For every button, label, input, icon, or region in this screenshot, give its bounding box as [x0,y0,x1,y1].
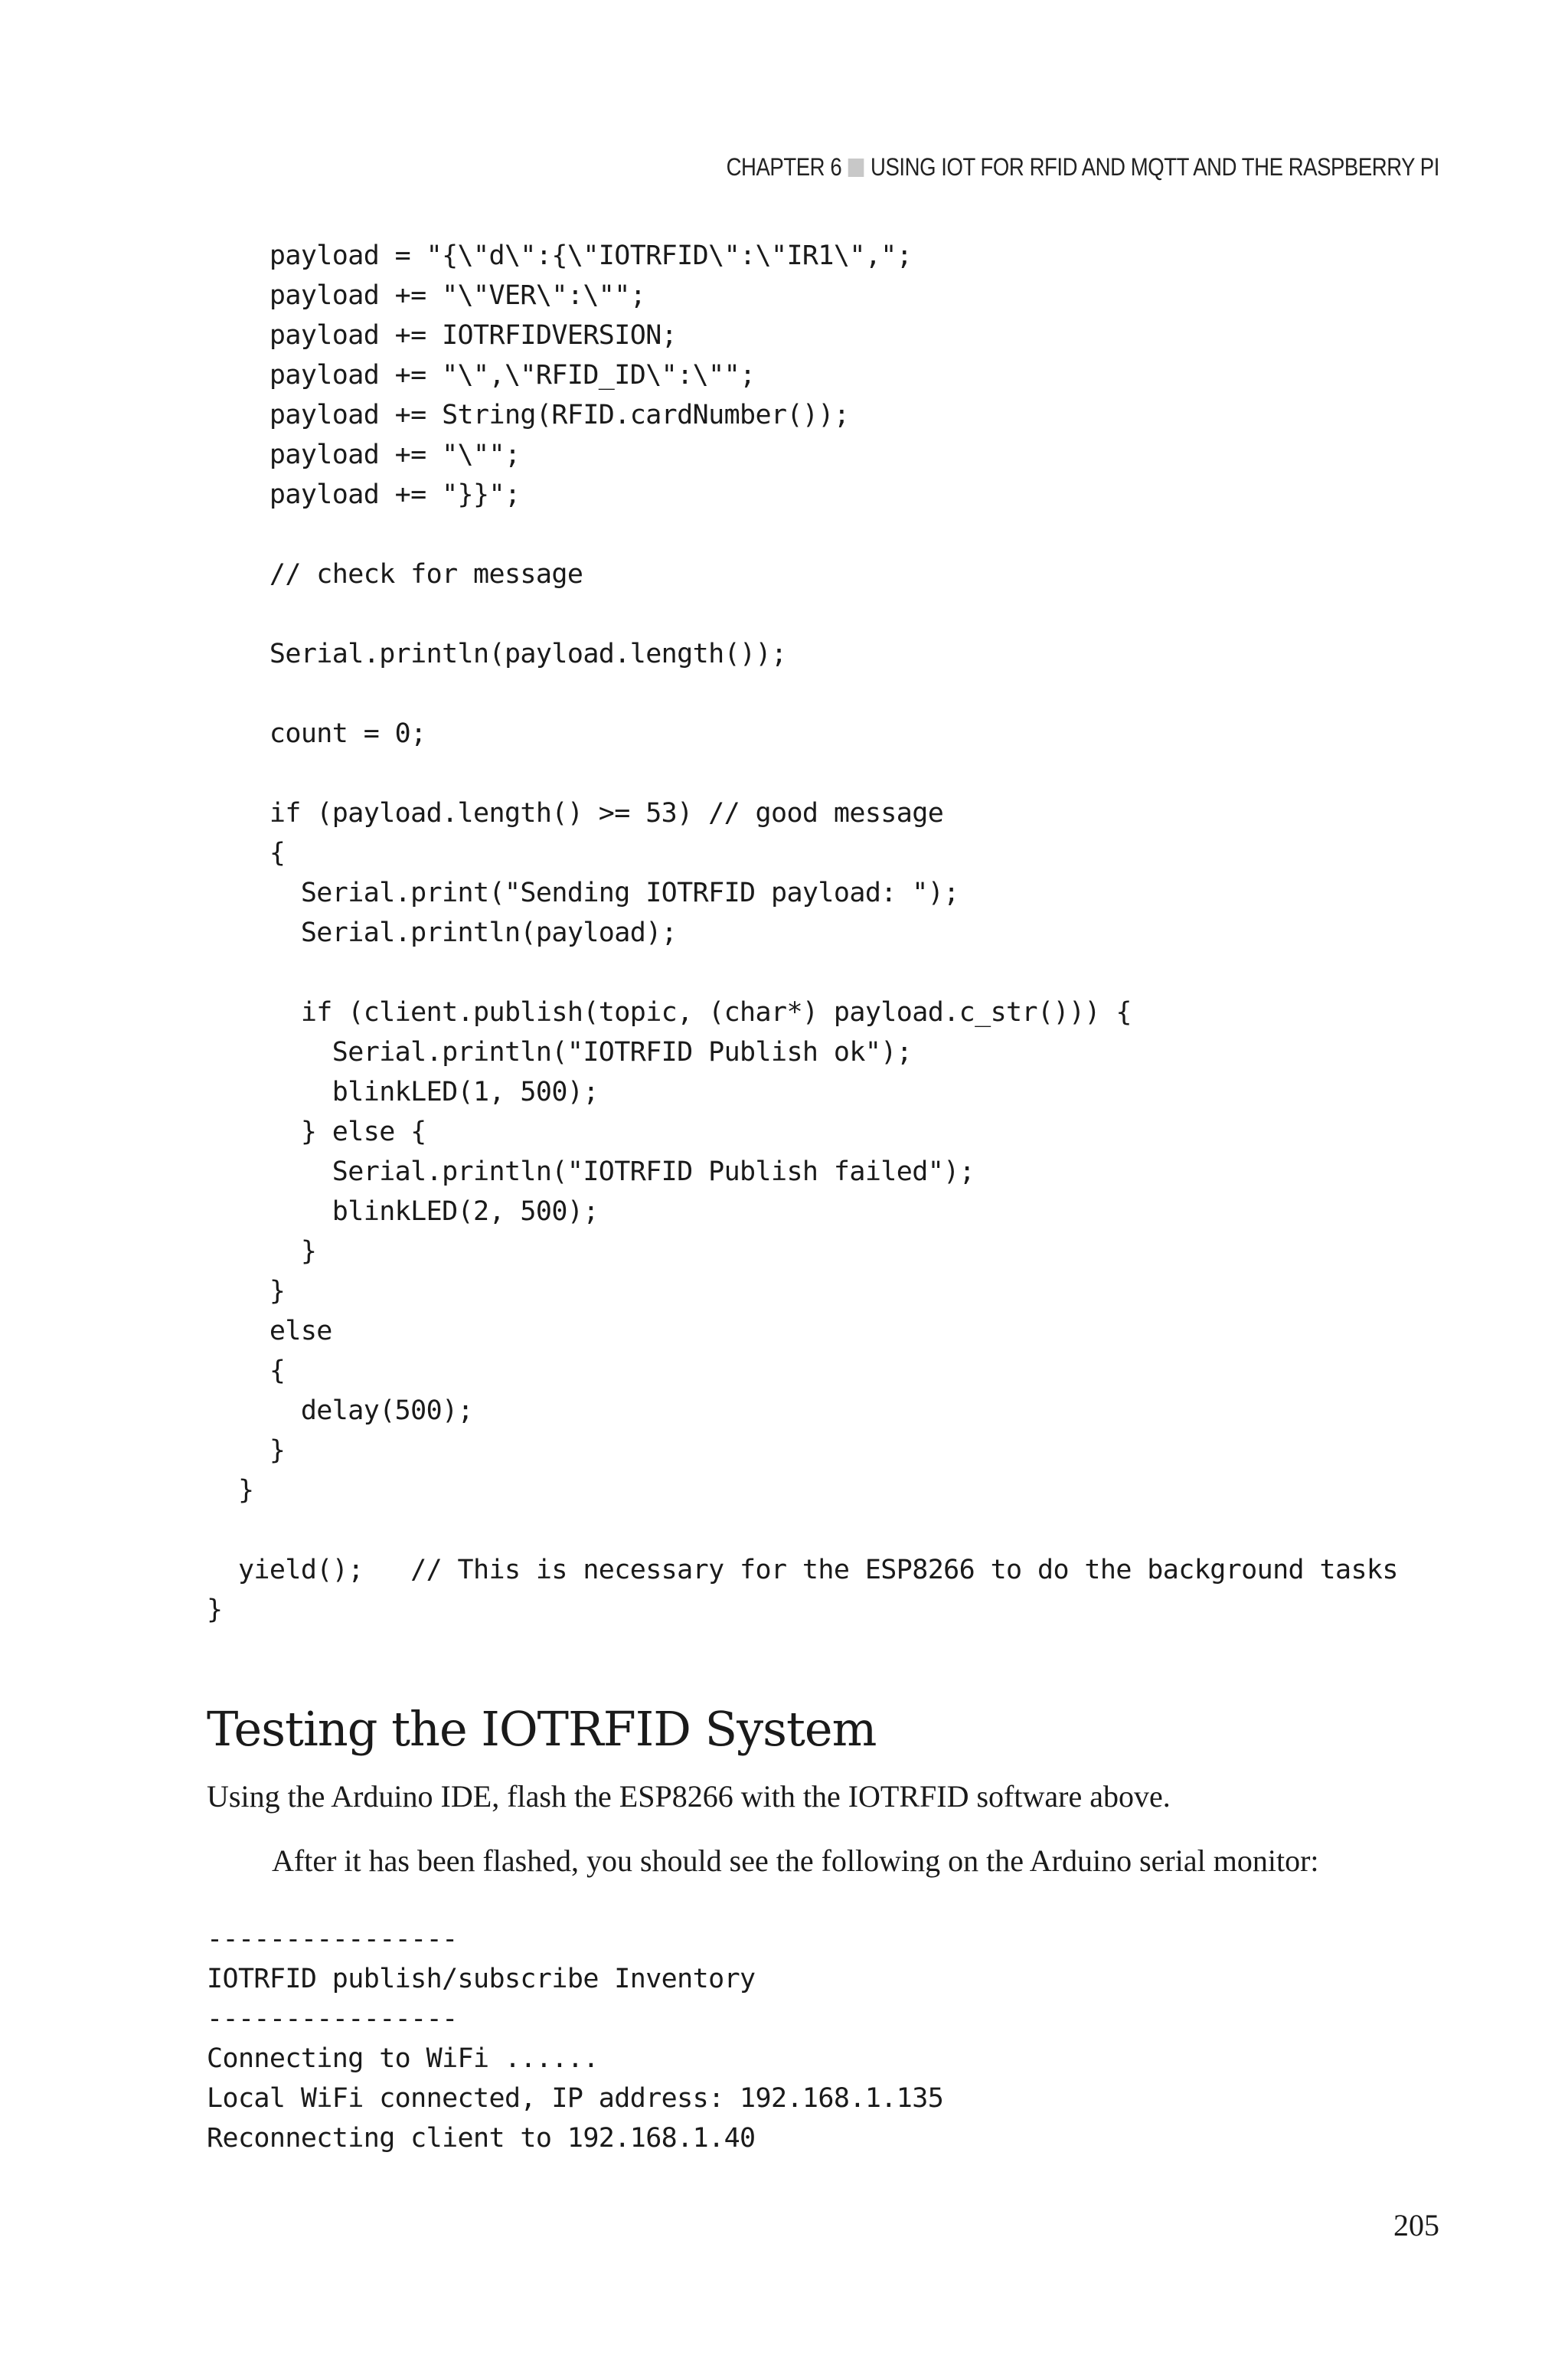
body-paragraph-flash: Using the Arduino IDE, flash the ESP8266 with the IOTRFID software above. [207,1779,1171,1814]
code-listing-serial-output [207,1919,943,2158]
code-line: Serial.println(payload.length()); [207,639,787,669]
code-line [207,594,1398,634]
code-line: payload += "\"VER\":\""; [207,280,646,311]
code-line: payload += "\""; [207,440,521,470]
code-line: payload += IOTRFIDVERSION; [207,320,678,351]
code-line [207,1510,1398,1550]
code-listing-sketch [207,236,1398,1630]
code-line [207,515,1398,554]
code-line [207,953,1398,993]
code-line: else [207,1316,332,1346]
code-line: // check for message [207,559,583,590]
running-header [727,153,1439,182]
code-line: Serial.print("Sending IOTRFID payload: "); [207,878,959,908]
body-paragraph-serial-monitor: After it has been flashed, you should see the following on the Arduino serial monitor: [272,1843,1319,1878]
code-line: if (payload.length() >= 53) // good message [207,798,944,829]
code-line: } [207,1435,286,1466]
code-line: } [207,1236,317,1267]
code-line: payload += "}}"; [207,479,521,510]
chapter-title: USING IOT FOR RFID AND MQTT AND THE RASPBERRY PI [871,153,1439,181]
code-line: blinkLED(1, 500); [207,1077,599,1107]
page-number: 205 [1393,2208,1439,2242]
code-line: Serial.println(payload); [207,918,678,948]
code-line: count = 0; [207,718,426,749]
code-line: payload = "{\"d\":{\"IOTRFID\":\"IR1\","; [207,240,913,271]
code-line: if (client.publish(topic, (char*) payload.c_str())) { [207,997,1132,1028]
section-heading: Testing the IOTRFID System [207,1701,877,1757]
code-line: ---------------- [207,2003,458,2034]
header-separator-square [848,159,864,177]
code-line: { [207,838,286,868]
code-line: ---------------- [207,1924,458,1954]
code-line: Reconnecting client to 192.168.1.40 [207,2123,756,2154]
code-line: delay(500); [207,1395,474,1426]
code-line: } [207,1475,254,1506]
code-line: Local WiFi connected, IP address: 192.168.1.135 [207,2083,944,2114]
code-line: yield(); // This is necessary for the ESP8266 to do the background tasks [207,1555,1398,1585]
code-line: } [207,1595,223,1625]
code-line: } else { [207,1117,426,1147]
code-line: blinkLED(2, 500); [207,1196,599,1227]
code-line: payload += "\",\"RFID_ID\":\""; [207,360,756,391]
chapter-label: CHAPTER 6 [726,153,842,181]
code-line: Serial.println("IOTRFID Publish failed"); [207,1156,975,1187]
code-line: Serial.println("IOTRFID Publish ok"); [207,1037,913,1068]
code-line: } [207,1276,286,1307]
code-line: IOTRFID publish/subscribe Inventory [207,1964,756,1994]
code-line [207,674,1398,714]
code-line: payload += String(RFID.cardNumber()); [207,400,850,430]
code-line [207,754,1398,793]
code-line: { [207,1356,286,1386]
code-line: Connecting to WiFi ...... [207,2043,599,2074]
